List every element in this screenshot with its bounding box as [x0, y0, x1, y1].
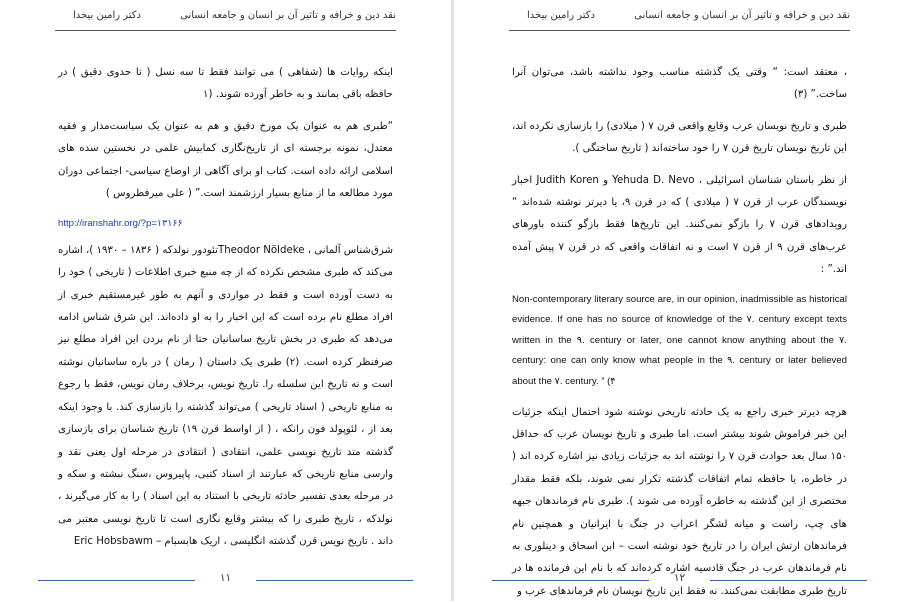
name-latin: Eric Hobsbawm: [73, 536, 153, 548]
paragraph: [512, 170, 847, 282]
header-title: نقد دین و خرافه و تاثیر آن بر انسان و جامعه انسانی: [634, 10, 850, 21]
header-rule: [55, 30, 396, 31]
paragraph-text: اخبار نویسندگان عرب از قرن ۷ ( میلادی ) که در قرن ۹، یا دیرتر نوشته شده‌اند “ رویدادهای قرن ۷ را بازگو نمی‌کنند. این تاریخ‌ها فقط بازگو کننده باورهای عرب‌های قرن ۹ از قرن ۷ است و نه اتفاقات واقعی که در قرن ۷ پیش آمده اند.” :: [512, 174, 847, 276]
right-page-body: [512, 62, 847, 603]
page-number: ۱۱: [219, 572, 232, 584]
english-quote: Non-contemporary literary source are, in our opinion, inadmissible as historical evidence. If one has no source of knowledge of the ۷. century except texts written in the ۹. century or later, one cannot know anything about the ۷. century: one can only know what people in the ۹. century or later believed about the ۷. century. ” (۴: [512, 293, 847, 388]
left-page-body: [58, 62, 393, 554]
paragraph: ، معتقد است: “ وقتی یک گذشته مناسب وجود نداشته باشد، می‌توان آنرا ساخت.” (۳): [512, 67, 847, 101]
right-page-header: [509, 10, 850, 28]
right-page: [454, 0, 905, 601]
header-rule: [509, 30, 850, 31]
left-page-header: [55, 10, 396, 28]
paragraph-text: و: [598, 174, 613, 186]
paragraph-text: شرق‌شناس آلمانی ،: [304, 244, 394, 256]
paragraph: طبری و تاریخ نویسان عرب وقایع واقعی قرن ۷ ( میلادی) را بازسازی نکرده اند، این تاریخ نویسان تاریخ قرن ۷ را خود ساخته‌اند ( تاریخ ساختگی ).: [512, 120, 848, 155]
name-latin: Yehuda D. Nevo: [612, 174, 695, 186]
paragraph-text: تئودور نولدکه ( ۱۸۳۶ – ۱۹۳۰ )، اشاره می‌کند که طبری مشخص نکرده که از چه منبع خبری اطلاعات ( تاریخی ) خود را به دست آورده است و فقط در مواردی و آنهم به طور غیرمستقیم خبری از افراد مطلع نام برده است که این اخبار را به او داده‌اند. این شرق شناس ادامه می‌دهد که طبری در بخش تاریخ ساسانیان حتا از نام بردن این افراد مطلع نیز صرفنظر کرده است. (۲) طبری یک داستان ( رمان ) در باره ساسانیان نوشته است و نه تاریخ این سلسله را. تاریخ نویس، برخلاف رمان نویس، فقط با رجوع به منابع تاریخی ( اسناد تاریخی ) می‌تواند گذشته را بازسازی کند. با وجود اینکه بعد از ، لئوپولد فون رانکه ، ( از اواسط قرن ۱۹) تاریخ شناسان برای بازسازی گذشته متد تاریخ نویسی علمی، انتقادی ( انتقادی در مرحله اول یعنی نقد و وارسی منابع تاریخی که عبارتند از اسناد کتبی، پاپیروس ،سنگ نبشته و سکه و در مرحله بعدی تفسیر حادثه تاریخی با استناد به این اسناد ) را به کار می‌گیرند ، نولدکه ، تاریخ طبری را که بیشتر وقایع نگاری است تا تاریخ نویسی معتبر می داند . تاریخ نویس قرن گذشته انگلیسی ، اریک هابسبام –: [58, 244, 393, 548]
header-author: دکتر رامین بیخدا: [527, 10, 595, 21]
right-page-footer: [492, 572, 867, 588]
paragraph: [58, 240, 393, 554]
header-author: دکتر رامین بیخدا: [73, 10, 141, 21]
footer-rule: [710, 580, 867, 581]
paragraph-quote: “طبری هم به عنوان یک مورخ دقیق و هم به عنوان یک سیاست‌مدار و فقیه معتدل، نمونه برجسته ای از تاریخ‌نگاری کمابیش علمی در نخستین سده های اسلامی ارائه داده است. کتاب او برای آگاهی از اوضاع سیاسی- اجتماعی دوران مورد مطالعه ما از منابع بسیار ارزشمند است.” ( علی میرفطروس ): [58, 120, 393, 200]
footer-rule: [256, 580, 413, 581]
page-number: ۱۲: [673, 572, 686, 584]
header-title: نقد دین و خرافه و تاثیر آن بر انسان و جامعه انسانی: [180, 10, 396, 21]
left-page: [0, 0, 451, 601]
source-link[interactable]: http://iranshahr.org/?p=۱۳۱۶۶: [58, 218, 183, 230]
paragraph-text: از نظر باستان شناسان اسرائیلی ،: [694, 174, 848, 186]
paragraph: اینکه روایات ها (شفاهی ) می توانند فقط تا سه نسل ( تا حدوی دقیق ) در حافظه باقی بمانند و به خاطر آورده شوند. (۱: [58, 67, 393, 101]
name-latin: Judith Koren: [536, 174, 599, 186]
left-page-footer: [38, 572, 413, 588]
paragraph: هرچه دیرتر خبری راجع به یک حادثه تاریخی نوشته شود احتمال اینکه جزئیات این خبر فراموش شوند بیشتر است. اما طبری و تاریخ نویسان عرب که حداقل ۱۵۰ سال بعد حوادث قرن ۷ را نوشته اند به جزئیات زیادی نیز اشاره کرده اند ( در خاطره، یا حافظه تمام اتفاقات گذشته تکرار نمی شوند، بلکه فقط مقدار مختصری از این گذشته به خاطره آورده می شوند ). طبری نام فرماندهان جبهه های چپ، راست و میانه لشگر اعراب در جنگ با ایرانیان و همچنین نام فرماندهان ارتش ایران را در تاریخ خود نوشته است – ابن اسحاق و دینلوری به نام فرماندهان عرب در جنگ قادسیه اشاره کرده‌اند که با نام این فرمانده ها در تاریخ طبری مطابقت نمی‌کنند. نه فقط این تاریخ نویسان نام فرماندهای عرب و: [512, 406, 848, 597]
name-latin: Theodor Nöldeke: [217, 244, 305, 256]
